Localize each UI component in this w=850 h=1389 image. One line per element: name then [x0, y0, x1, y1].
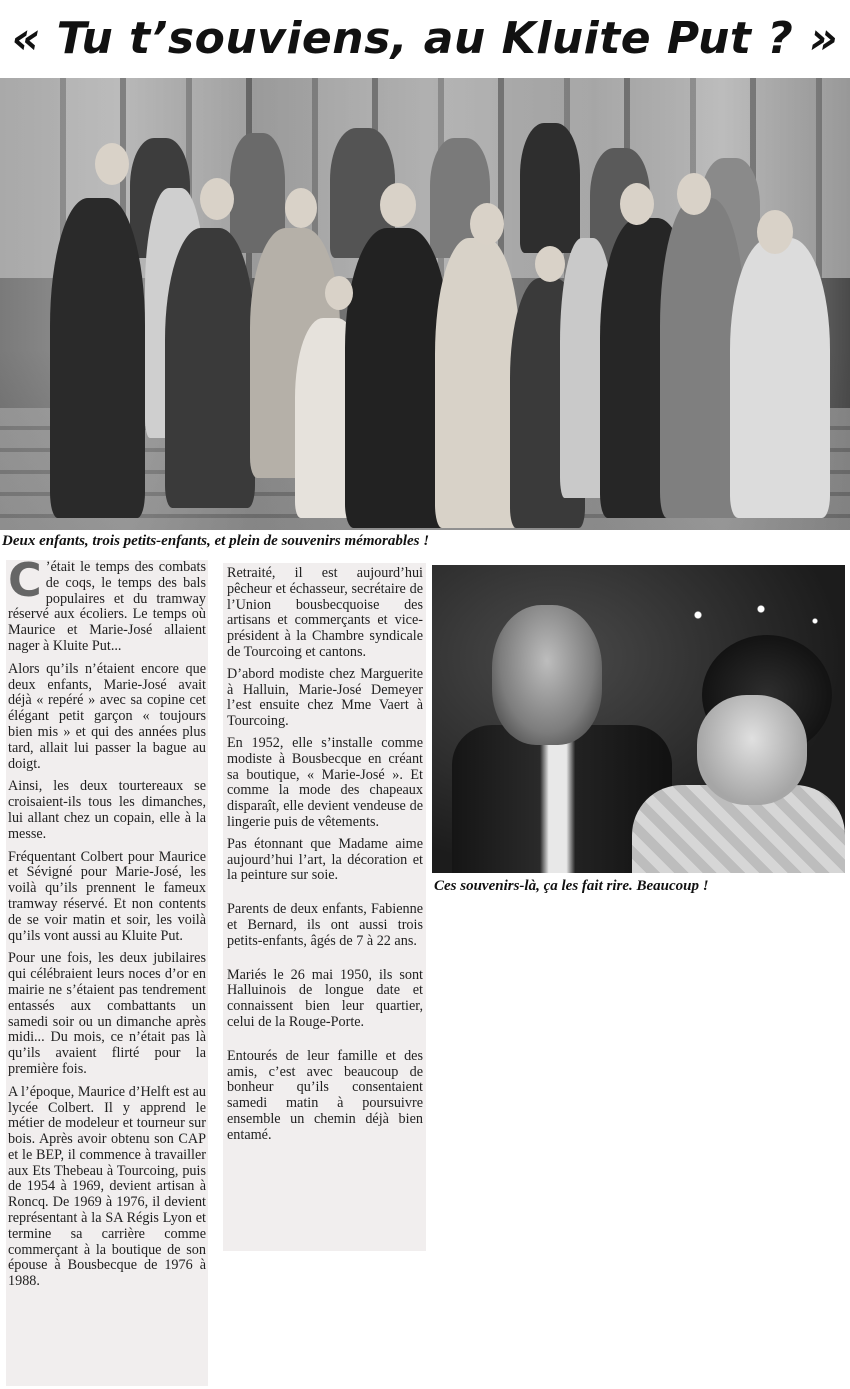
small-photo-caption: Ces souvenirs-là, ça les fait rire. Beaucoup !	[434, 878, 709, 894]
guest-head	[95, 143, 129, 185]
guest-figure	[50, 198, 145, 518]
paragraph: Pas étonnant que Madame aime aujourd’hui l’art, la décoration et la peinture sur soie.	[227, 835, 423, 884]
woman-face	[697, 695, 807, 805]
guest-figure	[435, 238, 520, 528]
guest-head	[325, 276, 353, 310]
couple-photo	[432, 565, 845, 873]
paragraph: Entourés de leur famille et des amis, c’est avec beaucoup de bonheur qu’ils consentaient samedi matin à poursuivre ensemble un chemin déjà bien entamé.	[227, 1047, 423, 1143]
paragraph: ’était le temps des combats de coqs, le temps des bals populaires et du tramway réservé aux écoliers. Le temps où Maurice et Marie-José allaient nager à Kluite Put...	[8, 559, 206, 654]
paragraph: En 1952, elle s’installe comme modiste à Bousbecque en créant sa boutique, « Marie-José ». Et comme la mode des chapeaux disparaît, elle devient vendeuse de lingerie puis de vêtements.	[227, 734, 423, 830]
paragraph: Retraité, il est aujourd’hui pêcheur et échasseur, secrétaire de l’Union bousbecquoise des artisans et commerçants et vice-président à la Chambre syndicale de Tourcoing et cantons.	[227, 565, 423, 660]
guest-figure	[730, 238, 830, 518]
guest-head	[535, 246, 565, 282]
paragraph: D’abord modiste chez Marguerite à Halluin, Marie-José Demeyer l’est ensuite chez Mme Vaert à Tourcoing.	[227, 665, 423, 730]
guest-head	[380, 183, 416, 227]
man-face	[492, 605, 602, 745]
headline: « Tu t’souviens, au Kluite Put ? »	[11, 13, 839, 64]
guest-figure	[520, 123, 580, 253]
article-column-2	[227, 566, 423, 1150]
guest-figure	[165, 228, 255, 508]
guest-head	[285, 188, 317, 228]
paragraph: A l’époque, Maurice d’Helft est au lycée Colbert. Il y apprend le métier de modeleur et tourneur sur bois. Après avoir obtenu son CAP et le BEP, il commence à travailler aux Ets Thebeau à Tourcoing, puis de 1954 à 1969, devient artisan à Roncq. De 1969 à 1976, il devient représentant à la SA Régis Lyon et termine sa carrière comme commerçant à la boutique de son épouse à Bousbecque de 1976 à 1988.	[8, 1083, 206, 1290]
paragraph: Fréquentant Colbert pour Maurice et Sévigné pour Marie-José, les voilà qu’ils prennent le fameux tramway réservé. Et non contents de se voir matin et soir, les voilà qu’ils vont aussi au Kluite Put.	[8, 848, 206, 944]
guest-head	[757, 210, 793, 254]
drop-cap: C	[8, 553, 42, 607]
main-photo-caption: Deux enfants, trois petits-enfants, et plein de souvenirs mémorables !	[2, 533, 430, 549]
paragraph: Pour une fois, les deux jubilaires qui célébraient leurs noces d’or en mairie ne s’étaient pas tendrement entassés aux combattants un samedi soir ou un dimanche après midi... Du mois, ce n’était pas là qu’ils avaient flirté pour la première fois.	[8, 950, 206, 1077]
guest-head	[677, 173, 711, 215]
guest-head	[200, 178, 234, 220]
paragraph: Alors qu’ils n’étaient encore que deux enfants, Marie-José avait déjà « repéré » avec sa copine cet élégant petit garçon « toujours bien mis » et qui des années plus tard, allait lui passer la bague au doigt.	[8, 660, 206, 772]
group-photo	[0, 78, 850, 530]
guest-head	[470, 203, 504, 245]
article-column-1	[8, 553, 206, 1297]
guest-head	[620, 183, 654, 225]
paragraph: Ainsi, les deux tourtereaux se croisaient-ils tous les dimanches, lui allant chez un copain, elle à la messe.	[8, 778, 206, 842]
paragraph: Mariés le 26 mai 1950, ils sont Halluinois de longue date et connaissent bien leur quartier, celui de la Rouge-Porte.	[227, 966, 423, 1030]
paragraph: Parents de deux enfants, Fabienne et Bernard, ils ont aussi trois petits-enfants, âgés de 7 à 22 ans.	[227, 901, 423, 949]
